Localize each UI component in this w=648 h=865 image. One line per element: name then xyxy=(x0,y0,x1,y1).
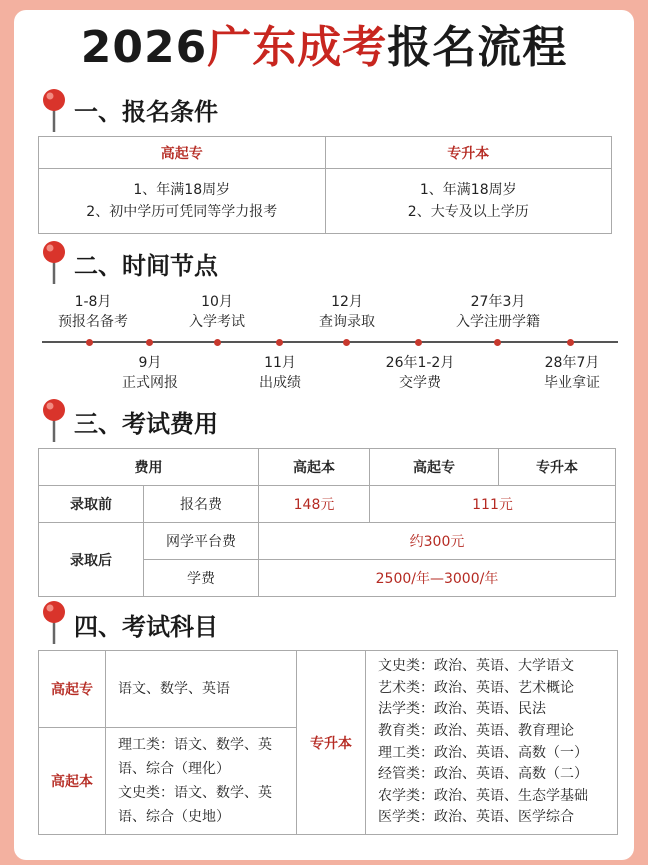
fees-item-label: 报名费 xyxy=(144,486,259,523)
page-title xyxy=(0,18,648,78)
timeline-event: 查询录取 xyxy=(319,314,375,330)
timeline-dot xyxy=(276,339,283,346)
timeline-dot xyxy=(567,339,574,346)
subjects-list-zsb xyxy=(366,651,618,835)
fees-header: 费用 xyxy=(39,449,259,486)
timeline-item xyxy=(48,292,138,332)
timeline-item xyxy=(527,353,617,393)
section-title-timeline: 二、时间节点 xyxy=(74,252,218,280)
timeline-date: 11月 xyxy=(264,355,296,371)
timeline-dot xyxy=(343,339,350,346)
fees-value: 111元 xyxy=(370,486,616,523)
timeline-item xyxy=(375,353,465,393)
timeline-date: 1-8月 xyxy=(74,294,112,310)
fees-value: 2500/年—3000/年 xyxy=(259,560,616,597)
title-year: 2026 xyxy=(80,22,208,73)
timeline-event: 交学费 xyxy=(399,375,441,391)
subject-line: 理工类：语文、数学、英 xyxy=(118,737,272,753)
timeline-item xyxy=(110,353,190,393)
condition-line: 1、年满18周岁 xyxy=(133,182,231,198)
major-line: 医学类：政治、英语、医学综合 xyxy=(378,809,574,826)
timeline-event: 预报名备考 xyxy=(58,314,128,330)
timeline-date: 12月 xyxy=(331,294,363,310)
pushpin-icon xyxy=(40,398,68,444)
timeline-item xyxy=(240,353,320,393)
timeline-item xyxy=(172,292,262,332)
timeline-dot xyxy=(494,339,501,346)
pushpin-icon xyxy=(40,88,68,134)
timeline-date: 9月 xyxy=(138,355,162,371)
subjects-label-gqz: 高起专 xyxy=(39,651,106,728)
subjects-table xyxy=(38,650,618,835)
subjects-label-gqb: 高起本 xyxy=(39,728,106,835)
conditions-cell-zsb xyxy=(325,169,612,234)
section-title-subjects: 四、考试科目 xyxy=(74,613,218,641)
timeline-event: 入学注册学籍 xyxy=(456,314,540,330)
conditions-header-zsb: 专升本 xyxy=(325,137,612,169)
major-line: 经管类：政治、英语、高数（二） xyxy=(378,766,588,783)
timeline-item xyxy=(443,292,553,332)
subject-line: 语、综合（理化） xyxy=(118,761,230,777)
timeline-date: 28年7月 xyxy=(544,355,600,371)
fees-value: 约300元 xyxy=(259,523,616,560)
subject-line: 语、综合（史地） xyxy=(118,809,230,825)
major-line: 文史类：政治、英语、大学语文 xyxy=(378,658,574,675)
timeline-event: 毕业拿证 xyxy=(544,375,600,391)
subjects-text-gqz: 语文、数学、英语 xyxy=(106,651,297,728)
timeline-date: 27年3月 xyxy=(470,294,526,310)
condition-line: 2、大专及以上学历 xyxy=(407,204,529,220)
timeline-dot xyxy=(86,339,93,346)
pushpin-icon xyxy=(40,600,68,646)
subject-line: 文史类：语文、数学、英 xyxy=(118,785,272,801)
major-line: 理工类：政治、英语、高数（一） xyxy=(378,744,588,761)
timeline-dot xyxy=(146,339,153,346)
fees-value: 148元 xyxy=(259,486,370,523)
timeline-line xyxy=(42,341,618,343)
subjects-label-zsb: 专升本 xyxy=(297,651,366,835)
timeline-event: 正式网报 xyxy=(122,375,178,391)
condition-line: 2、初中学历可凭同等学力报考 xyxy=(86,204,278,220)
timeline-event: 出成绩 xyxy=(259,375,301,391)
section-title-conditions: 一、报名条件 xyxy=(74,98,218,126)
fees-row-label: 录取前 xyxy=(39,486,144,523)
timeline-date: 10月 xyxy=(201,294,233,310)
timeline-date: 26年1-2月 xyxy=(385,355,455,371)
timeline-dot xyxy=(214,339,221,346)
title-topic: 报名流程 xyxy=(387,22,568,73)
fees-header: 高起专 xyxy=(370,449,499,486)
fees-header: 高起本 xyxy=(259,449,370,486)
conditions-table xyxy=(38,136,612,234)
timeline-dot xyxy=(415,339,422,346)
fees-item-label: 学费 xyxy=(144,560,259,597)
major-line: 农学类：政治、英语、生态学基础 xyxy=(378,787,588,804)
fees-row-label: 录取后 xyxy=(39,523,144,597)
fees-item-label: 网学平台费 xyxy=(144,523,259,560)
condition-line: 1、年满18周岁 xyxy=(419,182,517,198)
fees-header: 专升本 xyxy=(499,449,616,486)
fees-table xyxy=(38,448,616,597)
conditions-cell-gqz xyxy=(39,169,326,234)
major-line: 法学类：政治、英语、民法 xyxy=(378,701,546,718)
timeline-event: 入学考试 xyxy=(189,314,245,330)
timeline-item xyxy=(302,292,392,332)
section-title-fees: 三、考试费用 xyxy=(74,410,218,438)
conditions-header-gqz: 高起专 xyxy=(39,137,326,169)
major-line: 艺术类：政治、英语、艺术概论 xyxy=(378,679,574,696)
major-line: 教育类：政治、英语、教育理论 xyxy=(378,722,574,739)
title-region: 广东成考 xyxy=(207,22,388,73)
subjects-list-gqb xyxy=(106,728,297,835)
pushpin-icon xyxy=(40,240,68,286)
